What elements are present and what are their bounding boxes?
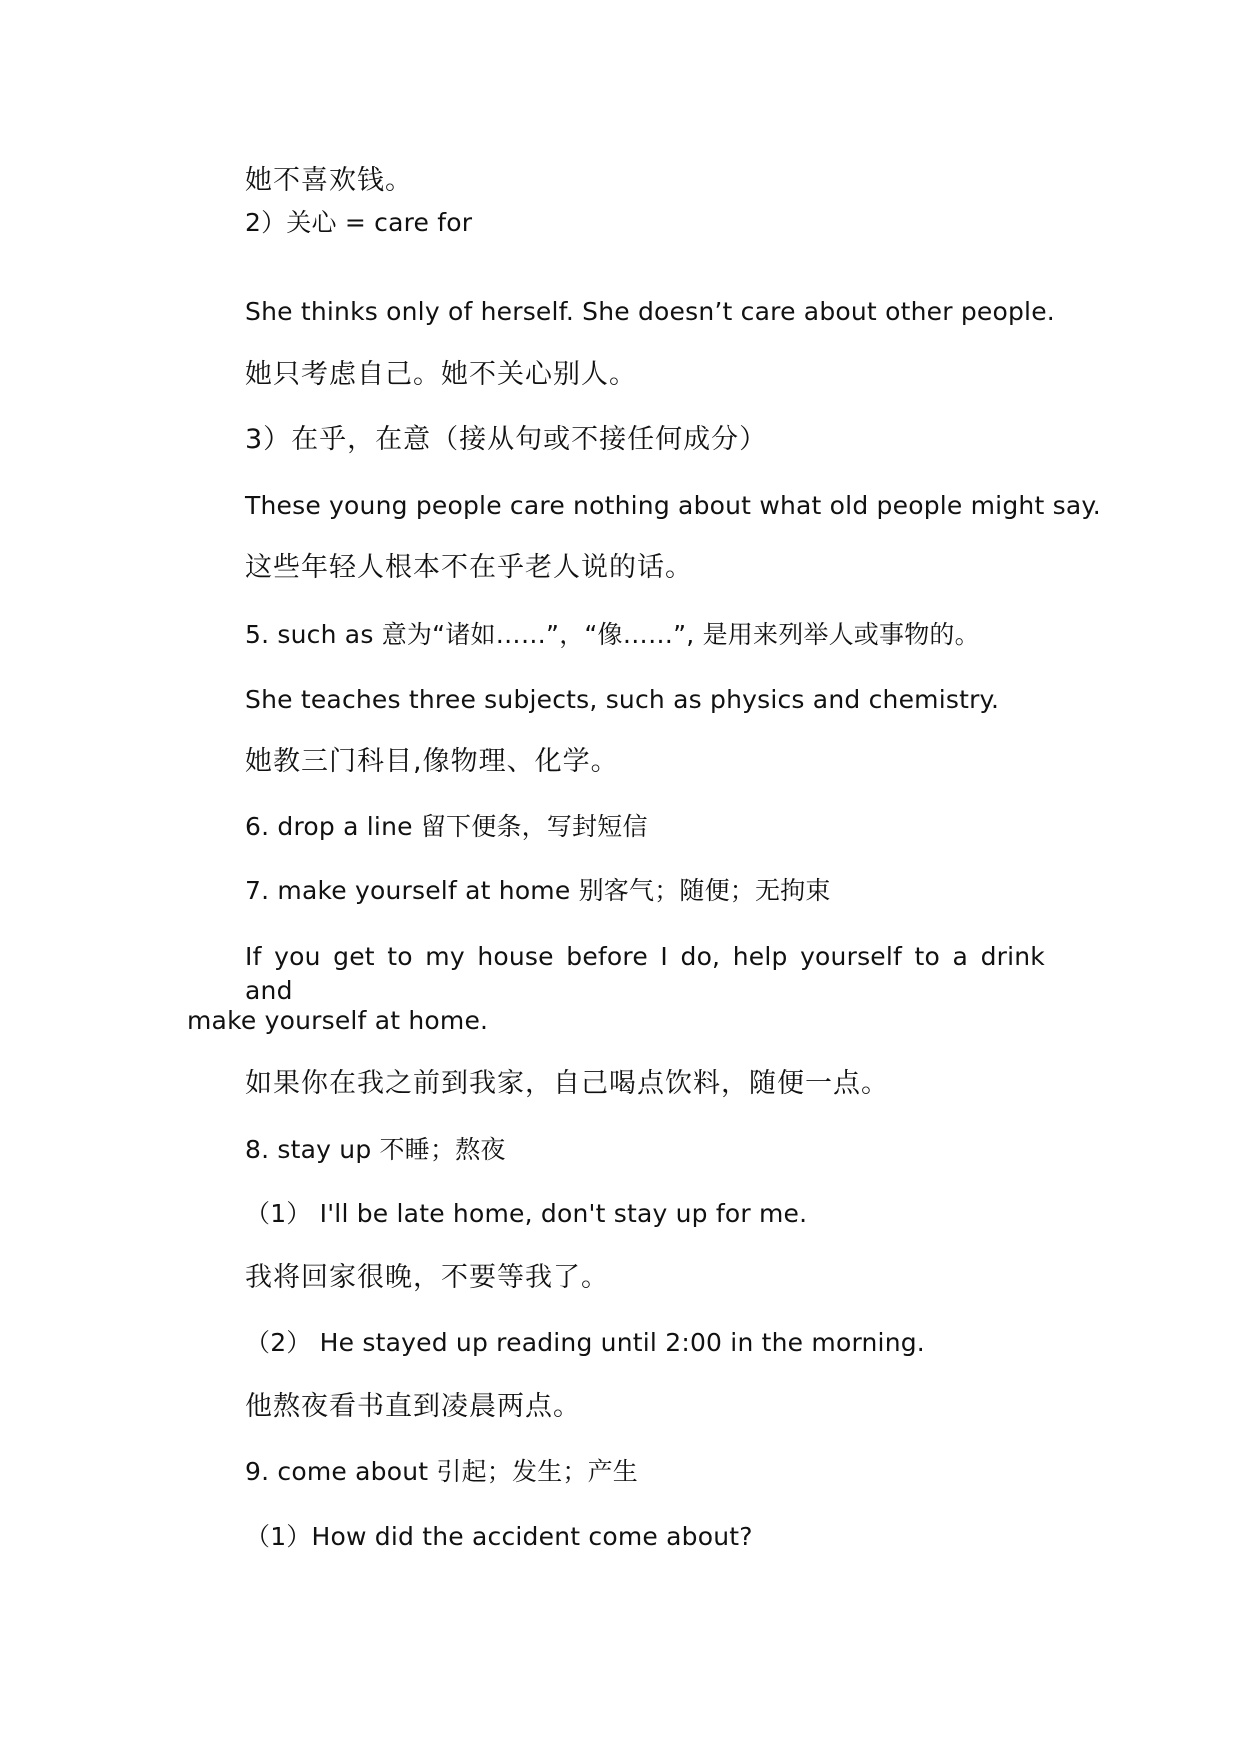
text-line: 5. such as 意为“诸如……”，“像……”, 是用来列举人或事物的。 <box>245 620 980 649</box>
text-line: She teaches three subjects, such as physics and chemistry. <box>245 685 1000 714</box>
text-line: 2）关心 = care for <box>245 208 473 237</box>
text-line: 她教三门科目,像物理、化学。 <box>245 746 619 777</box>
text-line: （1） I'll be late home, don't stay up for me. <box>245 1199 808 1228</box>
text-line: 8. stay up 不睡；熬夜 <box>245 1135 506 1164</box>
text-line: 9. come about 引起；发生；产生 <box>245 1457 638 1486</box>
text-line: These young people care nothing about what old people might say. <box>245 491 1101 520</box>
text-line: 他熬夜看书直到凌晨两点。 <box>245 1391 581 1422</box>
text-line: （1）How did the accident come about? <box>245 1522 753 1551</box>
text-line: 我将回家很晚，不要等我了。 <box>245 1262 609 1293</box>
text-line: make yourself at home. <box>187 1006 489 1035</box>
text-line: （2） He stayed up reading until 2:00 in the morning. <box>245 1328 925 1357</box>
text-line: 如果你在我之前到我家，自己喝点饮料，随便一点。 <box>245 1068 889 1099</box>
text-line: 7. make yourself at home 别客气；随便；无拘束 <box>245 876 831 905</box>
text-line: 3）在乎，在意（接从句或不接任何成分） <box>245 424 768 455</box>
text-line: She thinks only of herself. She doesn’t care about other people. <box>245 297 1055 326</box>
text-line: 这些年轻人根本不在乎老人说的话。 <box>245 552 693 583</box>
text-line: 6. drop a line 留下便条，写封短信 <box>245 812 648 841</box>
text-line: If you get to my house before I do, help yourself to a drink and <box>245 942 1045 1005</box>
text-line: 她不喜欢钱。 <box>245 165 413 196</box>
text-line: 她只考虑自己。她不关心别人。 <box>245 359 637 390</box>
